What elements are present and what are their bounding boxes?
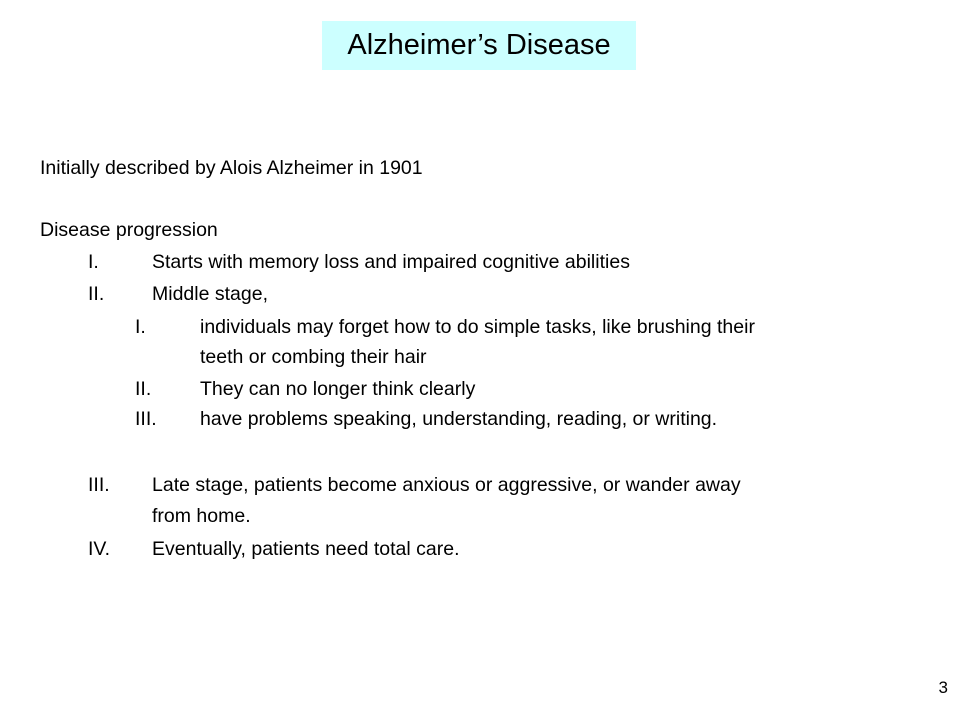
list-text: Eventually, patients need total care. [152,538,460,560]
list-text: Late stage, patients become anxious or aggressive, or wander away [152,474,741,496]
sub-list-numeral: II. [135,378,152,400]
list-text-continuation: from home. [152,505,251,527]
sub-list-numeral: I. [135,316,146,338]
list-numeral: III. [88,474,110,496]
sub-list-text: individuals may forget how to do simple tasks, like brushing their [200,316,755,338]
list-numeral: II. [88,283,105,305]
list-numeral: IV. [88,538,111,560]
sub-list-numeral: III. [135,408,157,430]
slide-title: Alzheimer’s Disease [322,21,636,70]
list-text: Starts with memory loss and impaired cognitive abilities [152,251,630,273]
list-numeral: I. [88,251,99,273]
sub-list-text: have problems speaking, understanding, reading, or writing. [200,408,718,430]
sub-list-text: They can no longer think clearly [200,378,476,400]
page-number: 3 [938,678,948,697]
intro-text: Initially described by Alois Alzheimer in 1901 [40,157,423,179]
section-heading: Disease progression [40,219,218,241]
sub-list-text-continuation: teeth or combing their hair [200,346,427,368]
list-text: Middle stage, [152,283,268,305]
